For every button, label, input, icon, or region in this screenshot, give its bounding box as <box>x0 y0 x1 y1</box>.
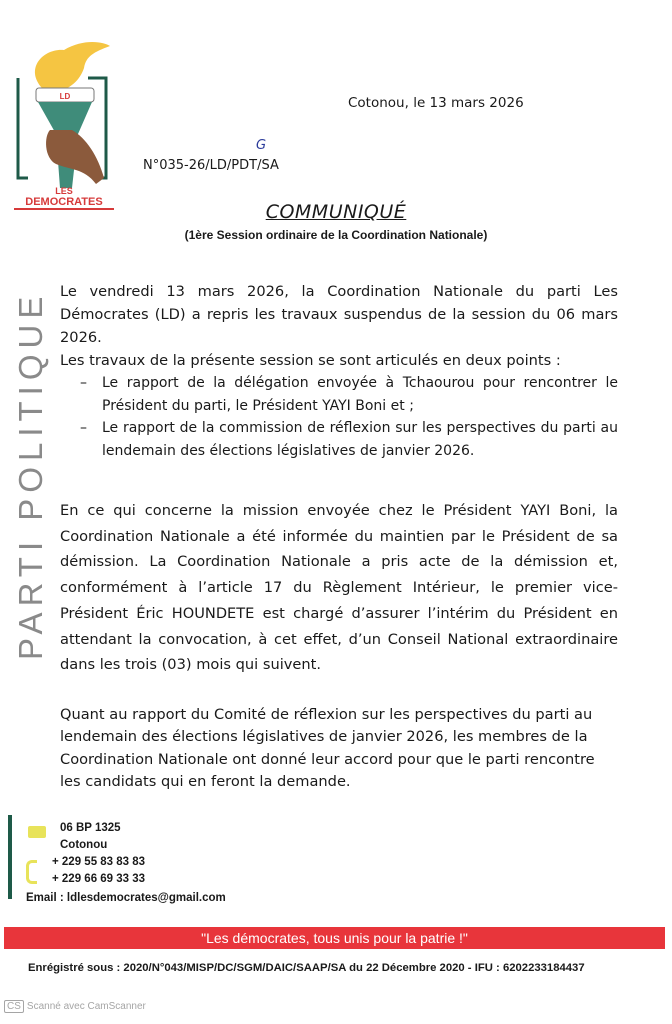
reference-number: N°035-26/LD/PDT/SA <box>143 158 279 173</box>
email[interactable]: Email : ldlesdemocrates@gmail.com <box>26 892 226 904</box>
intro-section <box>60 280 618 462</box>
po-box: 06 BP 1325 <box>60 822 121 834</box>
scanner-text: Scanné avec CamScanner <box>26 1001 146 1012</box>
hand-icon <box>46 130 104 184</box>
document-title: COMMUNIQUÉ <box>265 201 407 223</box>
paragraph-committee: Quant au rapport du Comité de réflexion sur les perspectives du parti au lendemain des élections législatives de janvier 2026, les membres de la Coordination Nationale ont donné leur accord pour que le parti rencontre les candidats qui en feront la demande. <box>60 706 595 790</box>
document-subtitle: (1ère Session ordinaire de la Coordination Nationale) <box>184 228 488 242</box>
dash-bullet: – <box>80 375 87 391</box>
date-line: Cotonou, le 13 mars 2026 <box>348 95 524 111</box>
paragraph-mission: En ce qui concerne la mission envoyée chez le Président YAYI Boni, la Coordination Nationale a été informée du maintien par le Président de sa démission. La Coordination Nationale a pris acte de la démission et, conformément à l’article 17 du Règlement Intérieur, le premier vice-Président Éric HOUNDETE est chargé d’assurer l’intérim du Président en attendant la convocation, à cet effet, d’un Conseil National extraordinaire dans les trois (03) mois qui suivent. <box>60 502 618 674</box>
logo-badge-text: LD <box>59 92 71 101</box>
city: Cotonou <box>60 839 108 851</box>
registration-line: Enrégistré sous : 2020/N°043/MISP/DC/SGM/DAIC/SAAP/SA du 22 Décembre 2020 - IFU : 6202233184437 <box>28 962 585 974</box>
logo-line2: DEMOCRATES <box>14 197 114 210</box>
mail-icon <box>28 826 46 838</box>
contact-accent-bar <box>8 815 12 899</box>
dash-bullet: – <box>80 420 87 436</box>
point-text: Le rapport de la commission de réflexion sur les perspectives du parti au lendemain des élections législatives de janvier 2026. <box>102 420 618 459</box>
scanner-watermark <box>4 1000 146 1013</box>
list-item <box>60 372 618 417</box>
flame-icon <box>35 42 110 92</box>
party-logo <box>14 38 114 214</box>
logo-line1: LES <box>55 186 73 196</box>
camscanner-icon: CS <box>4 1000 24 1013</box>
frame-left <box>18 78 28 178</box>
sidebar-label: PARTI POLITIQUE <box>12 290 49 660</box>
phone-1: + 229 55 83 83 83 <box>52 856 146 868</box>
phone-2: + 229 66 69 33 33 <box>52 873 146 885</box>
handwritten-mark: G <box>256 138 267 153</box>
intro-paragraph: Le vendredi 13 mars 2026, la Coordination Nationale du parti Les Démocrates (LD) a repris les travaux suspendus de la session du 06 mars 2026. <box>60 283 618 346</box>
list-item <box>60 417 618 462</box>
slogan-band: "Les démocrates, tous unis pour la patrie !" <box>4 927 665 949</box>
points-intro: Les travaux de la présente session se sont articulés en deux points : <box>60 352 561 369</box>
point-text: Le rapport de la délégation envoyée à Tchaourou pour rencontrer le Président du parti, le Président YAYI Boni et ; <box>102 375 618 414</box>
phone-icon <box>26 860 37 884</box>
points-list <box>60 372 618 462</box>
